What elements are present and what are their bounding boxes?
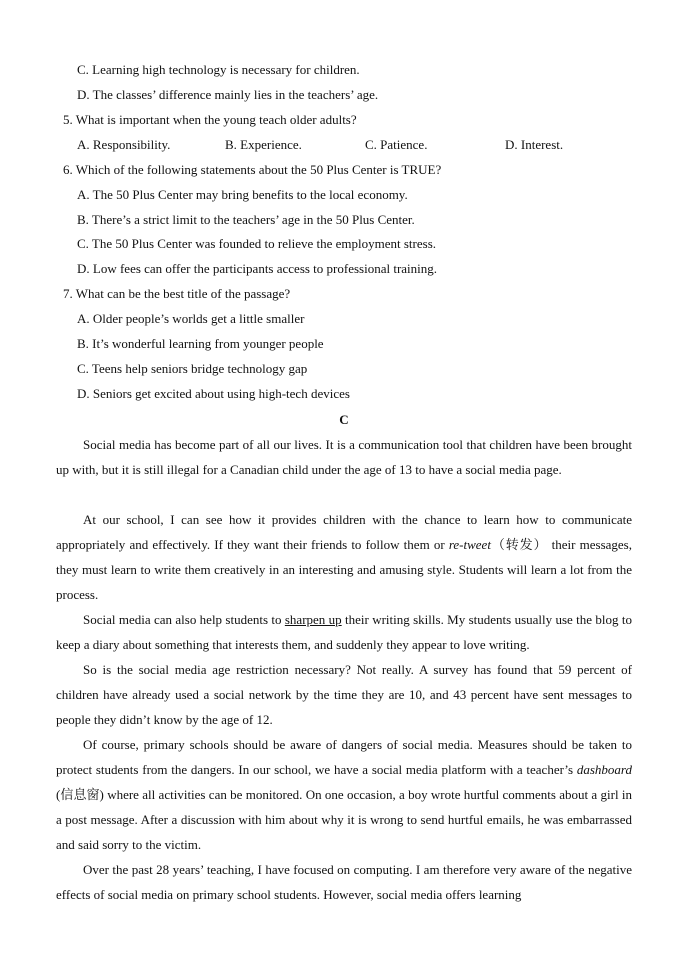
p3-term: sharpen up [284,612,342,627]
p3-text-end: their writing skills. My students usually use the blog to keep a diary about something that interests them, and suddenly they appear to love writing. [56,612,632,652]
q4-option-d: D. The classes’ difference mainly lies in the teachers’ age. [77,87,379,102]
q5-option-b: B. Experience. [225,137,302,152]
p5-gloss: (信息窗) [56,787,104,802]
passage-paragraph-4: So is the social media age restriction necessary? Not really. A survey has found that 59 percent of children have already used a social network by the time they are 10, and 43 percent have sent messages to people they didn’t know by the age of 12. [56,662,632,727]
q5-option-c: C. Patience. [365,137,428,152]
p5-text-start: Of course, primary schools should be aware of dangers of social media. Measures should be taken to protect students from the dangers. In our school, we have a social media platform with a teacher’s [56,737,632,777]
q7-option-c: C. Teens help seniors bridge technology gap [77,361,308,376]
q5-option-a: A. Responsibility. [77,137,171,152]
q7-option-a: A. Older people’s worlds get a little smaller [77,311,305,326]
p2-text-start: At our school, I can see how it provides children with the chance to learn how to communicate appropriately and effectively. If they want their friends to follow them or [56,512,632,552]
passage-paragraph-2 [56,507,632,607]
q6-question: 6. Which of the following statements about the 50 Plus Center is TRUE? [63,162,442,177]
q4-option-c: C. Learning high technology is necessary for children. [77,62,360,77]
q6-option-c: C. The 50 Plus Center was founded to relieve the employment stress. [77,236,436,251]
q6-option-a: A. The 50 Plus Center may bring benefits to the local economy. [77,187,408,202]
p2-gloss: （转发） [490,537,548,552]
p2-term: re-tweet [448,537,491,552]
p5-term: dashboard [576,762,632,777]
q7-option-d: D. Seniors get excited about using high-tech devices [77,386,350,401]
passage-paragraph-1: Social media has become part of all our lives. It is a communication tool that children have been brought up with, but it is still illegal for a Canadian child under the age of 13 to have a social media page. [56,437,632,477]
q7-question: 7. What can be the best title of the passage? [63,286,291,301]
q5-question: 5. What is important when the young teach older adults? [63,112,357,127]
passage-paragraph-6: Over the past 28 years’ teaching, I have focused on computing. I am therefore very aware of the negative effects of social media on primary school students. However, social media offers learning [56,862,632,902]
q5-option-d: D. Interest. [505,137,564,152]
q6-option-d: D. Low fees can offer the participants access to professional training. [77,261,438,276]
q6-option-b: B. There’s a strict limit to the teachers’ age in the 50 Plus Center. [77,212,415,227]
q5-options-row [77,137,637,153]
p5-text-end: where all activities can be monitored. On one occasion, a boy wrote hurtful comments about a girl in a post message. After a discussion with him about why it is wrong to send hurtful emails, he was embarrassed and said sorry to the victim. [56,787,632,852]
q7-option-b: B. It’s wonderful learning from younger people [77,336,324,351]
p3-text-start: Social media can also help students to [83,612,285,627]
p2-text-end: their messages, they must learn to write them creatively in an interesting and amusing style. Students will learn a lot from the process. [56,537,632,602]
passage-paragraph-3 [56,607,632,657]
section-heading: C [339,412,349,427]
passage-paragraph-5 [56,732,632,857]
